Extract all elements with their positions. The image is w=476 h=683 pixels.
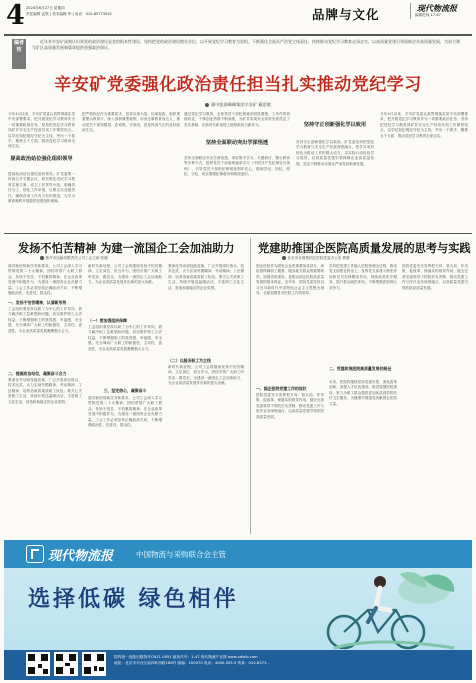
paragraph: 要深化劳动和技能竞赛，广泛开展岗位练兵、技术比武，大力弘扬劳模精神、劳动精神、工匠精神，培养造就高素质职工队伍。要关心关爱职工生活，持续开展送温暖活动，丰富职工文化生活，营造和谐稳定的企业氛围。: [168, 264, 244, 290]
paragraph: 坚持全面联动突出学深悟透。采取集中学习、专题研讨、警示教育等多种方式，组织党员干部逐章逐条学习《中国共产党纪律处分条例》，引导党员干部把纪律规矩刻印在心，做到学纪、知纪、明纪、守纪，切实增强纪律意识和规矩意识。: [184, 156, 290, 177]
paragraph: 坚持守正创新强化学以致用。矿党委坚持把党纪学习教育与安全生产经营深度融合，把学习成效转化为推动工作的强大动力，以实际行动检验学习成效，以高质量党建引领保障企业高质量发展，坚定不移推动全面从严治党向纵深发展。: [296, 140, 374, 166]
sub-head-3: 坚持守正创新强化学以致用: [303, 122, 367, 128]
article2-subhead: （一）要加强组织保障: [88, 318, 127, 323]
ad-slogan: 选择低碳 绿色相伴: [28, 586, 239, 612]
header-rule: [4, 34, 472, 36]
ad-contact: [114, 654, 468, 666]
sub-head-1: 提高政治站位强化组织领导: [10, 156, 73, 162]
paragraph: 工会组织要坚持以职工为中心的工作导向，着力解决职工急难愁盼问题，切实维护职工合法权益，不断增强职工的获得感、幸福感、安全感，充分调动广大职工的积极性、主动性、创造性，为企业高质量发展凝聚强大合力。: [88, 325, 162, 351]
byline-dot-icon: [205, 103, 209, 107]
main-column-3b: [184, 156, 290, 230]
article3-column-1: [256, 264, 324, 384]
paragraph: 把严格执纪作为重要抓手，坚持以案为鉴、以案促改，组织观看警示教育片，深入剖析典型案例，用身边事教育身边人，推动党员干部知敬畏、存戒惧、守底线，营造风清气正的良好政治生态。: [82, 112, 180, 133]
paragraph: 坚持把党建工作融入医院管理全过程，推动党支部建在科室上，发挥党支部战斗堡垒作用和党员先锋模范作用，持续改善医疗服务，提升群众就医体验，不断增强医院核心竞争力。: [329, 264, 397, 290]
article2-column-1c: [8, 378, 82, 534]
page-meta: [26, 6, 146, 17]
brand-editor: 编辑范钝 17-47: [415, 13, 441, 17]
paragraph: 面对新形势新任务新要求，公司工会深入学习贯彻党的二十大精神，团结带领广大职工群众，发扬不怕苦、不怕累的精神，在企业改革发展中积极作为，为建设一流国有企业贡献力量。工会工作必须坚持正确政治方向，不断增强政治性、先进性、群众性。: [88, 396, 162, 428]
meta-line: 责任编辑 孟轶 | 美术编辑 华 | 电话：010-65773501: [26, 11, 113, 16]
main-byline-text: 冀中能源峰峰集团辛安矿 戴思敏: [211, 102, 271, 107]
meta-line: 2024年6月27日 星期四: [26, 6, 65, 10]
main-column-4: [296, 140, 374, 230]
qr-code-icon: [26, 652, 50, 676]
page-number: 4: [6, 0, 25, 31]
main-column-2: [82, 112, 180, 230]
article2-column-1: [8, 264, 82, 298]
sub-head-2: 坚持全面联动突出学深悟透: [205, 140, 269, 146]
paragraph: 医院党委充分发挥把方向、管大局、作决策、促改革、保落实的领导作用，健全完善党委领导下的院长负责制，推动党建工作与医疗业务深度融合，以高质量党建引领医院高质量发展。: [402, 264, 468, 290]
section-title: 品牌与文化: [312, 7, 380, 22]
brand-name: 现代物流报: [417, 3, 457, 13]
article2-column-2c: [88, 396, 162, 534]
brand-tag: [410, 3, 473, 19]
article3-column-2: [329, 264, 397, 364]
article3-subhead: 二、党建助推医院高质量发展的路径: [329, 366, 392, 371]
paragraph: 工会组织要坚持以职工为中心的工作导向，着力解决职工急难愁盼问题，切实维护职工合法权益，不断增强职工的获得感、幸福感、安全感，充分调动广大职工的积极性、主动性、创造性，为企业高质量发展凝聚强大合力。: [8, 307, 82, 333]
paragraph: 面对新形势新任务新要求，公司工会深入学习贯彻党的二十大精神，团结带领广大职工群众，发扬不怕苦、不怕累的精神，在企业改革发展中积极作为，为建设一流国有企业贡献力量。工会工作必须坚持正确政治方向，不断增强政治性、先进性、群众性。: [8, 264, 82, 296]
advertisement: [4, 540, 472, 680]
article2-column-1b: [8, 307, 82, 369]
article2-subhead: 三、坚定信心，凝聚奋斗: [103, 388, 147, 393]
article2-byline-text: 焦作市运输有限责任公司工会主席 张晓: [45, 256, 108, 260]
paragraph: 未来，医院将继续坚持党建引领，深化改革创新，加强人才队伍建设，推进智慧医院建设，努力为职工群众提供更加优质高效的医疗卫生服务，为健康中国建设贡献国企医院力量。: [329, 380, 397, 406]
paragraph: 今年4月以来，辛安矿党委认真贯彻落实党中央部署要求，把开展党纪学习教育作为一项重要政治任务，坚持把党纪学习教育同矿井安全生产经营各项工作紧密结合，以学纪知纪明纪守纪为主线，突出一个抓手、聚焦五个方面，推动党纪学习教育走深走实。: [8, 112, 75, 149]
article2-column-3: [168, 264, 244, 354]
qr-code-icon: [82, 652, 106, 676]
paragraph: 新时代新征程，公司工会将继续发扬不怕苦精神，立足岗位、担当作为，团结引领广大职工听党话、跟党走，为建设一流国企工会加油助力，为企业高质量发展作出新的更大贡献。: [168, 365, 244, 386]
ad-footer: [4, 650, 472, 680]
article2-subhead: （二）以服务职工为主线: [168, 358, 211, 363]
article2-byline: [40, 256, 108, 261]
column-divider: [250, 238, 251, 534]
paragraph: 今年4月以来，辛安矿党委认真贯彻落实党中央部署要求，把开展党纪学习教育作为一项重要政治任务，坚持把党纪学习教育同矿井安全生产经营各项工作紧密结合，以学纪知纪明纪守纪为主线，突出一个抓手、聚焦五个方面，推动党纪学习教育走深走实。: [380, 112, 468, 138]
article2-column-2b: [88, 325, 162, 385]
paragraph: 要深化劳动和技能竞赛，广泛开展岗位练兵、技术比武，大力弘扬劳模精神、劳动精神、工匠精神，培养造就高素质职工队伍。要关心关爱职工生活，持续开展送温暖活动，丰富职工文化生活，营造和谐稳定的企业氛围。: [8, 378, 82, 404]
byline-dot-icon: [282, 256, 286, 260]
page-header: [0, 0, 476, 34]
article2-subhead: 一、发扬不怕苦精神，认清新形势: [8, 300, 67, 305]
article2-subhead: 二、提高政治站位，凝聚奋斗合力: [8, 371, 67, 376]
paragraph: 国企医院作为国有企业的重要组成部分，承担着保障职工健康、服务地方群众的重要职责。加强党的建设，是推动国企医院高质量发展的根本保证。近年来，医院党委坚持以习近平新时代中国特色社会主义思想为指导，全面加强党对医院工作的领导。: [256, 264, 324, 296]
paragraph: 提高政治站位强化组织领导。矿党委第一时间召开专题会议，研究制定党纪学习教育实施方案，成立工作领导小组，明确责任分工、细化工作举措，压紧压实各级责任，确保各项工作有力有序推进，为学习教育顺利开展提供坚强组织保障。: [8, 172, 75, 204]
paragraph: 通过党纪学习教育，全体党员干部纪律意识明显增强，工作作风持续转变，干事创业热情不断高涨，为矿井实现安全高效发展奠定了坚实基础，在新时代新征程上展现新担当新作为。: [184, 112, 290, 127]
ad-banner: [4, 540, 472, 568]
main-column-3: [184, 112, 290, 136]
paragraph: 医院党委充分发挥把方向、管大局、作决策、促改革、保落实的领导作用，健全完善党委领导下的院长负责制，推动党建工作与医疗业务深度融合，以高质量党建引领医院高质量发展。: [256, 393, 324, 419]
section-rule: [4, 233, 472, 234]
article3-column-2b: [329, 380, 397, 534]
editor-note: 近年来辛安矿深刻认识到党的政治建设是党的根本性建设，坚持把党的政治建设摆在首位，以开展党纪学习教育为契机，不断强化全面从严治党主体责任，持续推动党纪学习教育走深走实，以高质量党建引领保障企业高质量发展，为奋力谱写矿区高质量发展新篇章提供坚强政治保证。: [32, 39, 460, 51]
article3-byline: [282, 256, 350, 261]
article2-headline: 发扬不怕苦精神 为建一流国企工会加油助力: [18, 241, 235, 255]
qr-code-icon: [54, 652, 78, 676]
main-byline: [0, 102, 476, 108]
main-column-1b: [8, 172, 75, 230]
article3-headline: 党建助推国企医院高质量发展的思考与实践: [258, 241, 471, 255]
editor-badge: 编者按: [12, 39, 26, 69]
article3-column-3: [402, 264, 468, 534]
article2-column-3b: [168, 365, 244, 534]
ad-subtitle: 中国物流与采购联合会主管: [136, 550, 226, 559]
contact-line: 国内统一连续出版物号CN11-0051 邮发代号：1-47 现代物流产业网 www.xdwlb.com: [114, 655, 258, 659]
ad-logo-text: 现代物流报: [48, 549, 114, 564]
paragraph: 新时代新征程，公司工会将继续发扬不怕苦精神，立足岗位、担当作为，团结引领广大职工听党话、跟党走，为建设一流国企工会加油助力，为企业高质量发展作出新的更大贡献。: [88, 264, 162, 285]
article2-column-2: [88, 264, 162, 314]
cyclist-illustration-icon: [304, 570, 464, 652]
article3-column-1b: [256, 393, 324, 534]
main-column-5: [380, 112, 468, 230]
contact-line: 地址：北京市丰台区南四环西路188号 邮编：100070 电话：4000-505-9 传真：010-8373...: [114, 661, 270, 665]
main-headline: 辛安矿党委强化政治责任担当扎实推动党纪学习: [54, 75, 422, 95]
article3-subhead: 一、国企医院党建工作的现状: [256, 386, 307, 391]
logo-icon: [26, 545, 44, 563]
article3-byline-text: 北京市京煤集团总医院党委办公室 曹蕾: [287, 256, 350, 260]
byline-dot-icon: [40, 256, 44, 260]
